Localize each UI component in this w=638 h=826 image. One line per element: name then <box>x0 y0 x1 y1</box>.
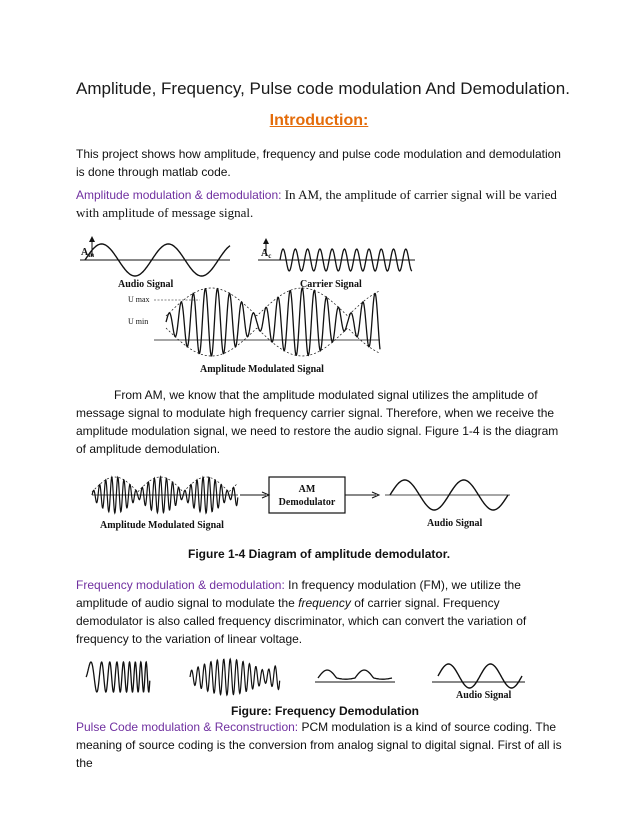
am-demodulator-figure <box>90 468 520 530</box>
am-text: In AM, the amplitude of carrier signal will be varied with amplitude of message signal. <box>76 187 557 220</box>
fm-demodulation-figure <box>80 652 530 704</box>
fm-audio-signal-label: Audio Signal <box>456 690 512 701</box>
am-paragraph-2: From AM, we know that the amplitude modulated signal utilizes the amplitude of message signal to modulate high frequency carrier signal. Therefore, when we receive the amplitude modulation signal, we need to restore the audio signal. Figure 1-4 is the diagram of amplitude demodulation. <box>76 388 559 456</box>
carrier-signal-label: Carrier Signal <box>300 279 362 290</box>
fm-emphasis: frequency <box>298 596 351 610</box>
vmin-label: U min <box>128 317 149 326</box>
vmax-label: U max <box>128 295 150 304</box>
fig-1-4-caption: Figure 1-4 Diagram of amplitude demodulator. <box>188 547 451 561</box>
pcm-heading: Pulse Code modulation & Reconstruction: <box>76 720 299 734</box>
am-paragraph <box>76 186 566 222</box>
demod-input-label: Amplitude Modulated Signal <box>100 520 224 531</box>
fm-heading: Frequency modulation & demodulation: <box>76 578 285 592</box>
intro-heading: Introduction: <box>269 112 369 129</box>
modulated-signal-label: Amplitude Modulated Signal <box>200 364 324 375</box>
page-title: Amplitude, Frequency, Pulse code modulation And Demodulation. <box>76 79 570 98</box>
ac-symbol: $A_c$ <box>261 248 272 260</box>
audio-signal-label: Audio Signal <box>118 279 174 290</box>
am-symbol: $A_m$ <box>81 247 95 259</box>
fm-figure-caption: Figure: Frequency Demodulation <box>231 704 420 718</box>
demod-box-line1: AM <box>298 484 316 495</box>
pcm-paragraph: Pulse Code modulation & Reconstruction: PCM modulation is a kind of source coding. The meaning of source coding is the conversion from analog signal to digital signal. First of all is the <box>76 720 562 770</box>
intro-paragraph: This project shows how amplitude, frequency and pulse code modulation and demodulation is done through matlab code. <box>76 147 561 179</box>
fm-paragraph: Frequency modulation & demodulation: In frequency modulation (FM), we utilize the amplitude of audio signal to modulate the frequency of carrier signal. Frequency demodulator is also called frequency discriminator, which can convert the variation of frequency to the variation of linear voltage. <box>76 578 527 646</box>
demod-box-line2: Demodulator <box>278 497 336 508</box>
demod-output-label: Audio Signal <box>427 518 483 529</box>
am-heading: Amplitude modulation & demodulation: <box>76 188 282 202</box>
am-signals-figure <box>80 232 420 380</box>
